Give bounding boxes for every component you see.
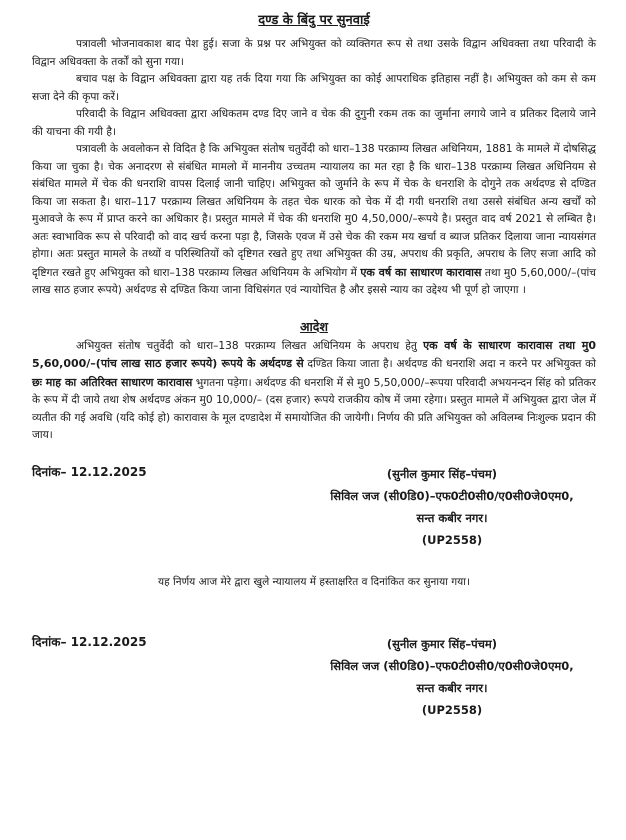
- paragraph-4-bold-1: एक वर्ष का साधारण कारावास: [360, 265, 482, 279]
- signature-block-1: [32, 463, 596, 561]
- signature-block-2: [32, 633, 596, 731]
- signature-2-date: दिनांक– 12.12.2025: [32, 634, 147, 649]
- order-text-1: अभियुक्त संतोष चतुर्वेदी को धारा–138 परक्राम्य लिखत अधिनियम के अपराध हेतु: [76, 339, 424, 352]
- signature-2-name: (सुनील कुमार सिंह–पंचम): [386, 636, 498, 651]
- paragraph-4: [32, 141, 596, 300]
- page-title: दण्ड के बिंदु पर सुनवाई: [258, 13, 370, 28]
- signature-1-date: दिनांक– 12.12.2025: [32, 464, 147, 479]
- signature-2-designation: सिविल जज (सी0डि0)–एफ0टी0सी0/ए0सी0जे0एम0,: [330, 658, 574, 673]
- paragraph-4-text-2: तथा मु0 5,60,000/–(पांच लाख साठ हजार रूपये) अर्थदण्ड से दण्डित किया जाना विधिसंगत एवं न्यायोचित है और इससे न्याय का उद्देश्य भी पूर्ण हो जाएगा ।: [32, 266, 596, 296]
- pronouncement-line: यह निर्णय आज मेरे द्वारा खुले न्यायालय में हस्ताक्षरित व दिनांकित कर सुनाया गया।: [158, 575, 470, 588]
- paragraph-1: पत्रावली भोजनावकाश बाद पेश हुई। सजा के प्रश्न पर अभियुक्त को व्यक्तिगत रूप से तथा उसके विद्वान अधिवक्ता तथा परिवादी के विद्वान अधिवक्ता के तर्कों को सुना गया।: [32, 38, 596, 68]
- order-paragraph: [32, 337, 596, 445]
- signature-1-name: (सुनील कुमार सिंह–पंचम): [386, 466, 498, 481]
- paragraph-4-text-1: पत्रावली के अवलोकन से विदित है कि अभियुक्त संतोष चतुर्वेदी को धारा–138 परक्राम्य लिखत अधिनियम, 1881 के मामले में दोषसिद्ध किया जा चुका है। चेक अनादरण से संबंधित मामलो में माननीय उच्चतम न्यायालय का मत रहा है कि धारा–138 परक्राम्य लिखत अधिनियम से संबंधित मामले में चेक की धनराशि वापस दिलाई जानी चाहिए। अभियुक्त को जुर्माने के रूप में चेक के धनराशि के दोगुने तक अर्थदण्ड से दण्डित किया जा सकता है। धारा–117 परक्राम्य लिखत अधिनियम के तहत चेक धारक को चेक में दी गयी धनराशि तथा उससे संबंधित अन्य खर्चों को मुआवजे के रूप में प्राप्त करने का अधिकार है। प्रस्तुत मामले में चेक की धनराशि मु0 4,50,000/–रूपये है। प्रस्तुत वाद वर्ष 2021 से लम्बित है। अतः स्वाभाविक रूप से परिवादी को वाद खर्च करना पड़ा है, जिसके एवज में उसे चेक की रकम मय खर्चा व ब्याज प्रतिकर दिलाया जाना न्यायसंगत होगा। अतः प्रस्तुत मामले के तथ्यों व परिस्थितियों को दृष्टिगत रखते हुए तथा अभियुक्त की उम्र, अपराध की प्रकृति, अपराध के लिए सजा आदि को दृष्टिगत रखते हुए अभियुक्त को धारा–138 परक्राम्य लिखत अधिनियम के अभियोग में: [32, 143, 596, 279]
- order-text-2: दण्डित किया जाता है। अर्थदण्ड की धनराशि अदा न करने पर अभियुक्त को: [303, 358, 596, 370]
- signature-2-code: (UP2558): [421, 702, 483, 717]
- order-bold-2: छः माह का अतिरिक्त साधारण कारावास: [32, 375, 193, 389]
- order-heading: आदेश: [300, 318, 328, 334]
- order-bold-1: एक वर्ष के साधारण कारावास तथा मु0 5,60,000/–(पांच लाख साठ हजार रूपये) रूपये के अर्थदण्ड से: [32, 338, 596, 370]
- signature-2-place: सन्त कबीर नगर।: [416, 680, 488, 695]
- signature-1-code: (UP2558): [421, 532, 483, 547]
- paragraph-2: बचाव पक्ष के विद्वान अधिवक्ता द्वारा यह तर्क दिया गया कि अभियुक्त का कोई आपराधिक इतिहास नहीं है। अभियुक्त को कम से कम सजा देने की कृपा करें।: [32, 73, 596, 103]
- order-text-3: भुगतना पड़ेगा। अर्थदण्ड की धनराशि में से मु0 5,50,000/–रूपया परिवादी अभयनन्दन सिंह को प्रतिकर के रूप में दी जाये तथा शेष अर्थदण्ड अंकन मु0 10,000/– (दस हजार) रूपये राजकीय कोष में जमा रहेगा। प्रस्तुत मामले में अभियुक्त द्वारा जेल में व्यतीत की गई अवधि (यदि कोई हो) कारावास के मूल दण्डादेश में समायोजित की जायेगी। निर्णय की प्रति अभियुक्त को अविलम्ब निःशुल्क प्रदान की जाय।: [32, 376, 596, 441]
- signature-1-designation: सिविल जज (सी0डि0)–एफ0टी0सी0/ए0सी0जे0एम0,: [330, 488, 574, 503]
- signature-2-details: [302, 633, 602, 721]
- signature-1-place: सन्त कबीर नगर।: [416, 510, 488, 525]
- paragraph-3: परिवादी के विद्वान अधिवक्ता द्वारा अधिकतम दण्ड दिए जाने व चेक की दुगुनी रकम तक का जुर्माना लगाये जाने व प्रतिकर दिलाये जाने की याचना की गयी है।: [32, 108, 596, 138]
- signature-1-details: [302, 463, 602, 551]
